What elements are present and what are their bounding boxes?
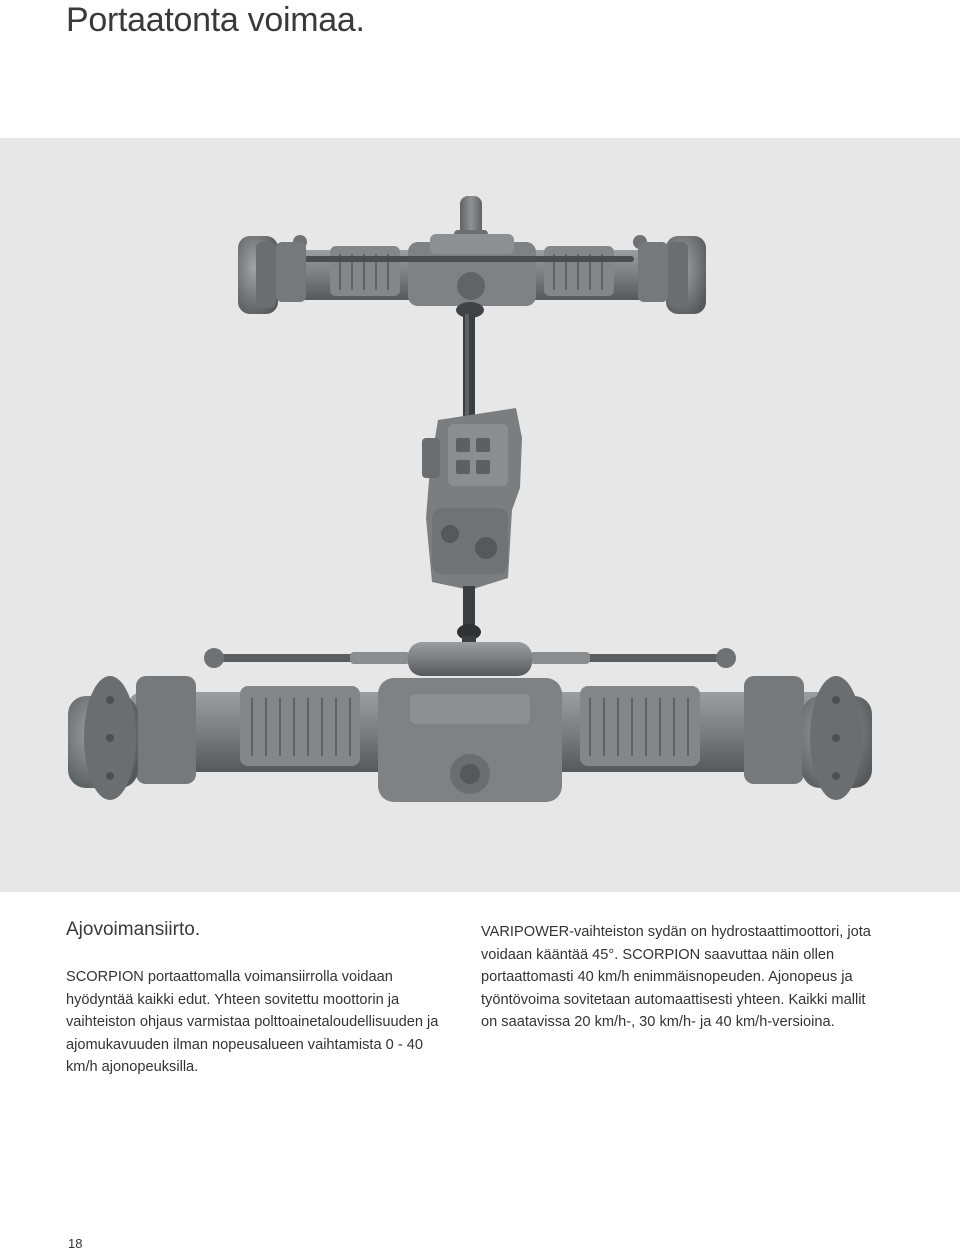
front-axle	[68, 642, 872, 802]
drivetrain-axle-photo-icon	[0, 138, 960, 892]
drivetrain-photo	[0, 138, 960, 892]
section-heading: Ajovoimansiirto.	[66, 919, 201, 940]
rear-axle	[238, 196, 706, 314]
body-text-left: SCORPION portaattomalla voimansiirrolla voidaan hyödyntää kaikki edut. Yhteen sovitettu moottorin ja vaihteiston ohjaus varmistaa polttoainetaloudellisuuden ja ajomukavuuden ilman nopeusalueen vaihtamista 0 - 40 km/h ajonopeuksilla.	[66, 969, 439, 1075]
body-text-right: VARIPOWER-vaihteiston sydän on hydrostaattimoottori, jota voidaan kääntää 45°. SCORPION saavuttaa näin ollen portaattomasti 40 km/h enimmäisnopeuden. Ajonopeus ja työntövoima sovitetaan automaattisesti yhteen. Kaikki mallit on saatavissa 20 km/h-, 30 km/h- ja 40 km/h-versioina.	[481, 924, 871, 1030]
page-number: 18	[68, 1236, 83, 1251]
gearbox-and-shaft	[422, 302, 522, 654]
page-title: Portaatonta voimaa.	[66, 1, 365, 39]
